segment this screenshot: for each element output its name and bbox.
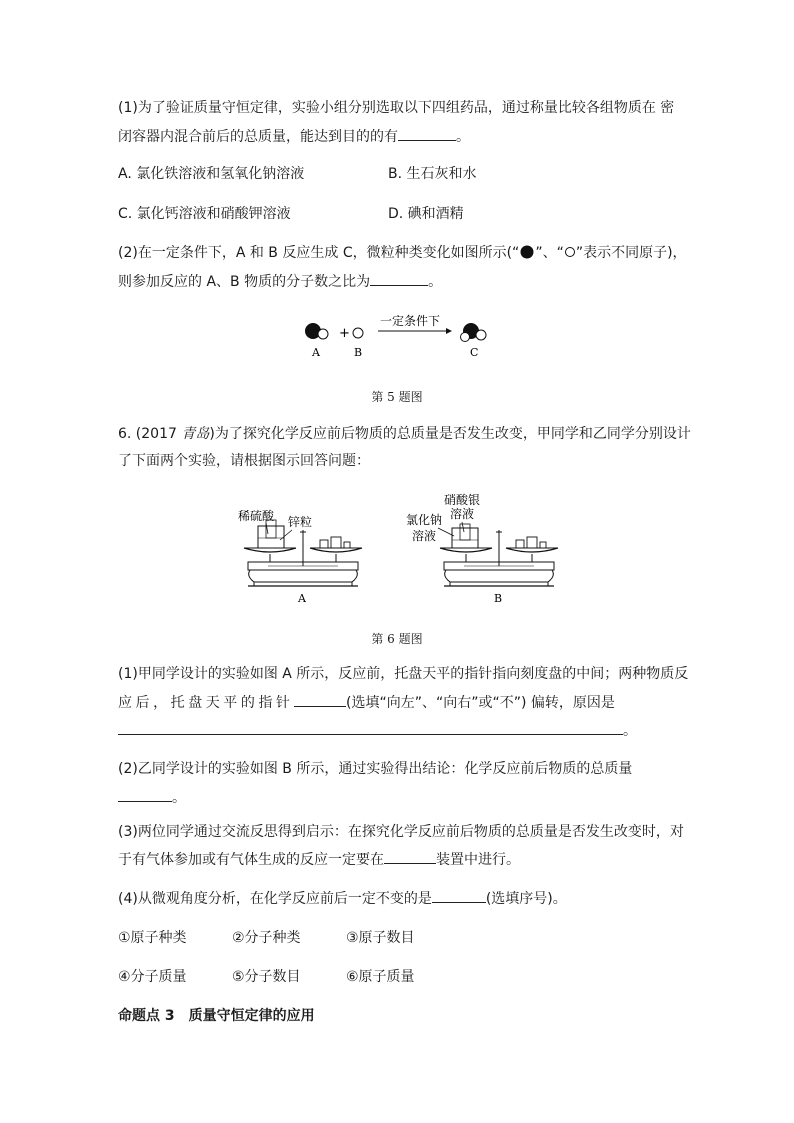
molecule-c — [461, 323, 487, 342]
balance-b — [406, 492, 558, 605]
answer-blank[interactable] — [370, 271, 428, 286]
q5-part1-line2 — [118, 126, 470, 147]
period: 。 — [456, 129, 470, 145]
word: 天 — [205, 695, 220, 711]
q6-p2-line2 — [118, 787, 186, 808]
section-heading — [118, 1006, 315, 1026]
answer-blank[interactable] — [432, 888, 486, 903]
word: 针 — [275, 695, 290, 711]
period: 。 — [172, 790, 186, 806]
choice-1: ①原子种类 — [118, 930, 187, 946]
answer-blank[interactable] — [118, 787, 172, 802]
answer-blank[interactable] — [294, 692, 346, 707]
label-silver-nitrate: 硝酸银 — [444, 493, 481, 507]
q5-part2-text-c: ”表示不同原子)， — [575, 245, 687, 261]
word: ， — [153, 695, 168, 711]
q5-part1-line1: (1)为了验证质量守恒定律，实验小组分别选取以下四组药品，通过称量比较各组物质在 密 — [118, 100, 675, 116]
option-c: C. 氯化钙溶液和硝酸钾溶液 — [118, 206, 291, 222]
q6-p3-text-end: 装置中进行。 — [436, 852, 520, 868]
choice-5: ⑤分子数目 — [232, 969, 301, 985]
section-title: 质量守恒定律的应用 — [188, 1008, 315, 1024]
section-number: 命题点 3 — [118, 1008, 175, 1024]
q6-intro-line1 — [118, 424, 691, 444]
balance-figure — [228, 490, 568, 609]
label-zinc: 锌粒 — [288, 515, 313, 529]
figure-6-caption: 第 6 题图 — [371, 632, 423, 646]
word: 的 — [240, 695, 255, 711]
option-a: A. 氯化铁溶液和氢氧化钠溶液 — [118, 166, 305, 182]
black-atom-icon — [519, 245, 535, 259]
option-d: D. 碘和酒精 — [388, 206, 464, 222]
answer-blank[interactable] — [384, 849, 436, 864]
q6-p1-mid: (选填“向左”、“向右”或“不”) 偏转，原因是 — [346, 695, 615, 711]
plus-sign: + — [339, 326, 350, 341]
q5-part2-text-d: 则参加反应的 A、B 物质的分子数之比为 — [118, 274, 371, 290]
label-c: C — [470, 346, 479, 359]
q6-p1-line1: (1)甲同学设计的实验如图 A 所示，反应前，托盘天平的指针指向刻度盘的中间；两种物质反 — [118, 666, 689, 682]
q6-p4-text: (4)从微观角度分析，在化学反应前后一定不变的是 — [118, 891, 432, 907]
label-sodium-chloride-solution: 溶液 — [412, 529, 437, 543]
choice-3: ③原子数目 — [346, 930, 415, 946]
q6-intro-text: )为了探究化学反应前后物质的总质量是否发生改变，甲同学和乙同学分别设计 — [209, 426, 691, 442]
word: 盘 — [188, 695, 203, 711]
balance-a — [238, 508, 362, 605]
q6-p3-text: 于有气体参加或有气体生成的反应一定要在 — [118, 852, 384, 868]
q5-part1-text: 闭容器内混合前后的总质量，能达到目的的有 — [118, 129, 398, 145]
label-b: B — [354, 346, 363, 359]
label-dilute-sulfuric-acid: 稀硫酸 — [238, 509, 275, 523]
q6-intro-line2: 了下面两个实验，请根据图示回答问题： — [118, 453, 370, 469]
q6-p1-words — [118, 693, 290, 713]
q5-part2-text-b: ”、“ — [535, 245, 564, 261]
word: 后 — [135, 695, 150, 711]
arrow-label: 一定条件下 — [380, 314, 441, 328]
figure-5-caption: 第 5 题图 — [371, 390, 423, 404]
q6-p4-line1 — [118, 888, 567, 909]
label-sodium-chloride: 氯化钠 — [406, 513, 443, 527]
figure-label-a: A — [298, 592, 306, 605]
choice-2: ②分子种类 — [232, 930, 301, 946]
period: 。 — [623, 723, 637, 739]
word: 指 — [258, 695, 273, 711]
q6-p1-line2 — [118, 692, 678, 713]
choice-6: ⑥原子质量 — [346, 969, 415, 985]
q5-part2-line1 — [118, 243, 687, 263]
figure-label-b: B — [494, 592, 503, 605]
choice-4: ④分子质量 — [118, 969, 187, 985]
q6-p1-line3 — [118, 720, 637, 741]
q6-number: 6. (2017 — [118, 426, 182, 442]
word: 托 — [170, 695, 185, 711]
q5-part2-line2 — [118, 271, 442, 292]
molecule-b — [353, 328, 363, 338]
word: 平 — [223, 695, 238, 711]
q5-part2-text-a: (2)在一定条件下，A 和 B 反应生成 C，微粒种类变化如图所示(“ — [118, 245, 520, 261]
label-silver-nitrate-solution: 溶液 — [450, 507, 475, 521]
white-atom-icon — [564, 246, 576, 258]
reaction-diagram — [296, 312, 496, 368]
answer-blank-long[interactable] — [118, 720, 623, 735]
option-b: B. 生石灰和水 — [388, 166, 477, 182]
q6-p4-text-end: (选填序号)。 — [485, 891, 567, 907]
molecule-a — [305, 323, 328, 339]
q6-p3-line1: (3)两位同学通过交流反思得到启示：在探究化学反应前后物质的总质量是否发生改变时，对 — [118, 824, 684, 840]
period: 。 — [428, 274, 443, 290]
q6-source: 青岛 — [181, 426, 210, 442]
word: 应 — [118, 695, 132, 711]
q6-p2-line1: (2)乙同学设计的实验如图 B 所示，通过实验得出结论：化学反应前后物质的总质量 — [118, 761, 633, 777]
answer-blank[interactable] — [398, 126, 456, 141]
label-a: A — [312, 346, 320, 359]
q6-p3-line2 — [118, 849, 520, 870]
